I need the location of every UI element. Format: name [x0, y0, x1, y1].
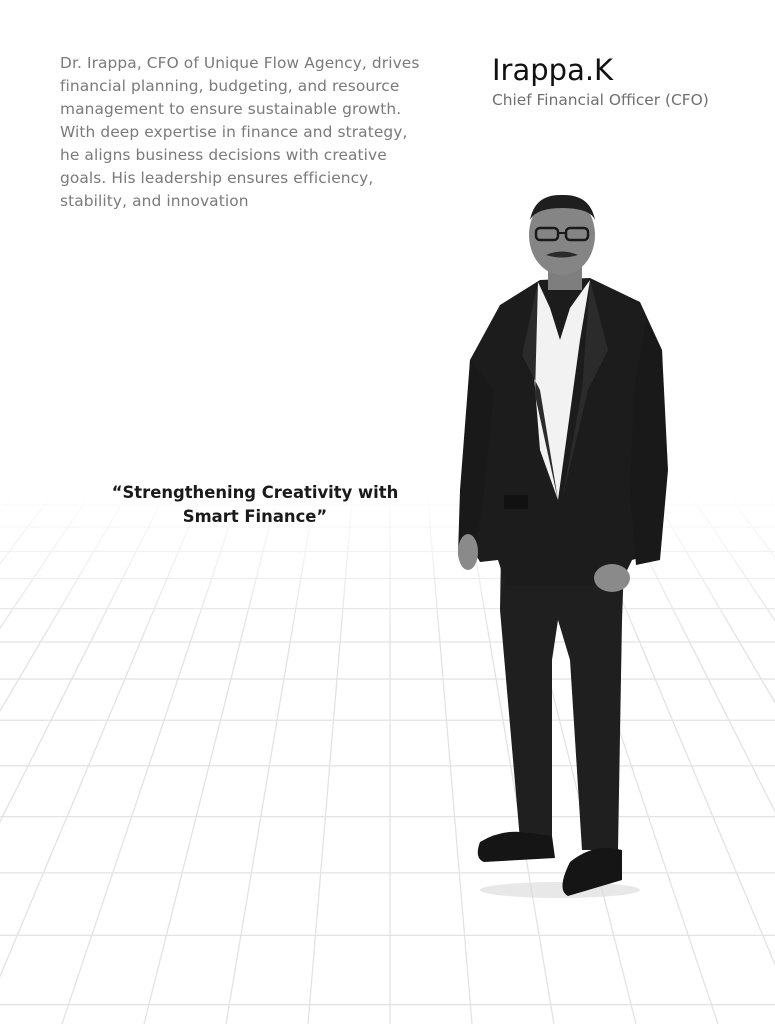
bio-paragraph: Dr. Irappa, CFO of Unique Flow Agency, drives financial planning, budgeting, and resource management to ensure sustainable growth. With deep expertise in finance and strategy, he aligns business decisions with creative goals. His leadership ensures efficiency, stability, and innovation [60, 54, 420, 210]
person-name: Irappa.K [492, 53, 614, 87]
person-portrait-image [440, 190, 690, 902]
person-role: Chief Financial Officer (CFO) [492, 91, 709, 109]
quote-text: “Strengthening Creativity with Smart Finance” [111, 483, 399, 526]
